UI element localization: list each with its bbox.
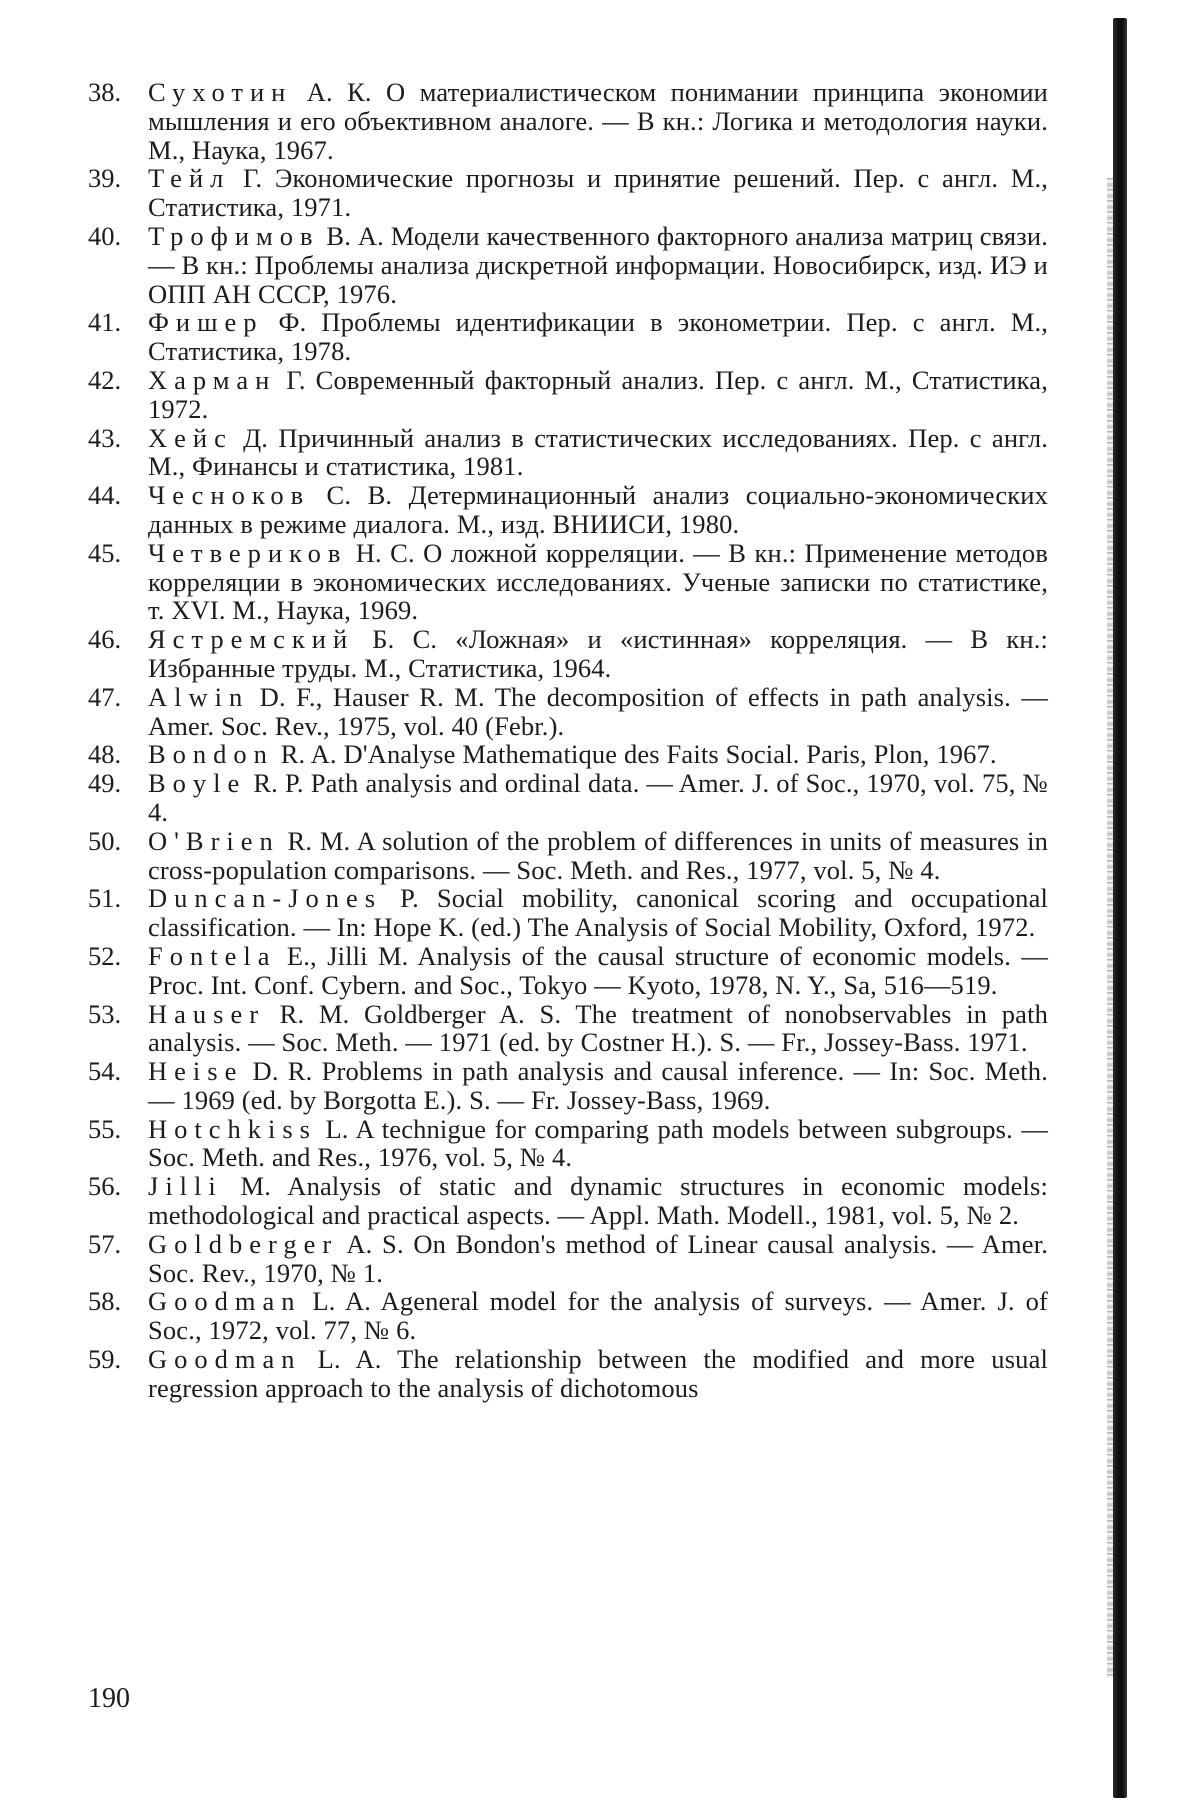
- reference-body: Г. Современный факторный анализ. Пер. с англ. М., Статистика, 1972.: [148, 364, 1048, 424]
- reference-body: А. К. О материалистическом понимании принципа экономии мышления и его объективном аналоге. — В кн.: Логика и методология науки. М., Наука, 1967.: [148, 77, 1048, 165]
- reference-list: [88, 78, 1048, 1403]
- reference-number: 57.: [88, 1228, 122, 1259]
- reference-text: [148, 827, 1048, 885]
- reference-body: Н. С. О ложной корреляции. — В кн.: Применение методов корреляции в экономических исследованиях. Ученые записки по статистике, т. XVI. М., Наука, 1969.: [148, 537, 1048, 626]
- reference-number: 52.: [88, 940, 122, 971]
- reference-author: Четвериков: [148, 537, 348, 568]
- reference-text: [148, 1115, 1048, 1173]
- reference-number: 39.: [88, 163, 122, 194]
- reference-author: Чесноков: [148, 480, 311, 511]
- reference-item: [88, 1057, 1048, 1115]
- reference-text: [148, 884, 1048, 942]
- reference-author: Bondon: [148, 739, 274, 770]
- reference-body: С. В. Детерминационный анализ социально-экономических данных в режиме диалога. М., изд. ВНИИСИ, 1980.: [148, 480, 1048, 539]
- reference-text: [148, 1287, 1048, 1345]
- reference-body: R. A. D'Analyse Mathematique des Faits Social. Paris, Plon, 1967.: [273, 739, 997, 770]
- reference-number: 38.: [88, 77, 122, 107]
- reference-item: [88, 164, 1048, 222]
- reference-text: [148, 1230, 1048, 1288]
- reference-item: [88, 424, 1048, 482]
- reference-item: [88, 481, 1048, 539]
- reference-body: M. Analysis of static and dynamic structures in economic models: methodological and practical aspects. — Appl. Math. Modell., 1981, vol. 5, № 2.: [148, 1171, 1048, 1231]
- reference-author: Hotchkiss: [148, 1113, 317, 1144]
- reference-item: [88, 1287, 1048, 1345]
- reference-number: 54.: [88, 1056, 122, 1087]
- reference-author: Ястремский: [148, 624, 355, 655]
- reference-author: Jilli: [148, 1171, 223, 1202]
- reference-number: 47.: [88, 681, 122, 712]
- reference-text: [148, 740, 1048, 769]
- reference-number: 59.: [88, 1344, 122, 1375]
- reference-text: [148, 539, 1048, 625]
- reference-body: R. P. Path analysis and ordinal data. — Amer. J. of Soc., 1970, vol. 75, № 4.: [148, 768, 1048, 827]
- reference-item: [88, 366, 1048, 424]
- reference-author: Тейл: [148, 163, 231, 194]
- reference-item: [88, 942, 1048, 1000]
- reference-number: 51.: [88, 883, 122, 914]
- reference-author: Хейс: [148, 422, 233, 453]
- reference-number: 43.: [88, 422, 122, 453]
- reference-author: Goldberger: [148, 1228, 339, 1259]
- reference-item: [88, 539, 1048, 625]
- reference-number: 41.: [88, 307, 122, 338]
- page-number: 190: [88, 1683, 130, 1714]
- reference-item: [88, 625, 1048, 683]
- reference-text: [148, 222, 1048, 308]
- reference-number: 53.: [88, 998, 122, 1029]
- reference-number: 56.: [88, 1171, 122, 1202]
- reference-text: [148, 683, 1048, 741]
- reference-number: 58.: [88, 1286, 122, 1317]
- reference-body: Б. С. «Ложная» и «истинная» корреляция. — В кн.: Избранные труды. М., Статистика, 1964.: [148, 624, 1048, 683]
- reference-number: 44.: [88, 480, 122, 511]
- reference-body: L. A technigue for comparing path models between subgroups. — Soc. Meth. and Res., 1976, vol. 5, № 4.: [148, 1113, 1048, 1173]
- reference-number: 46.: [88, 624, 122, 655]
- reference-body: A. S. On Bondon's method of Linear causal analysis. — Amer. Soc. Rev., 1970, № 1.: [148, 1228, 1048, 1288]
- reference-author: Heise: [148, 1056, 244, 1087]
- reference-text: [148, 366, 1048, 424]
- reference-item: [88, 1115, 1048, 1173]
- reference-body: R. M. Goldberger A. S. The treatment of nonobservables in path analysis. — Soc. Meth. — 1971 (ed. by Costner H.). S. — Fr., Jossey-Bass. 1971.: [148, 998, 1048, 1058]
- reference-text: [148, 625, 1048, 683]
- reference-body: E., Jilli M. Analysis of the causal structure of economic models. — Proc. Int. Conf. Cybern. and Soc., Tokyo — Kyoto, 1978, N. Y., Sa, 516—519.: [148, 940, 1048, 1000]
- reference-number: 48.: [88, 739, 122, 770]
- reference-item: [88, 1000, 1048, 1058]
- reference-item: [88, 1230, 1048, 1288]
- reference-body: Д. Причинный анализ в статистических исследованиях. Пер. с англ. М., Финансы и статистика, 1981.: [148, 422, 1048, 482]
- reference-number: 55.: [88, 1113, 122, 1144]
- reference-item: [88, 1172, 1048, 1230]
- reference-author: Hauser: [148, 998, 266, 1029]
- reference-author: Харман: [148, 364, 277, 395]
- reference-number: 42.: [88, 364, 122, 395]
- reference-author: Goodman: [148, 1286, 302, 1317]
- reference-text: [148, 424, 1048, 482]
- reference-body: P. Social mobility, canonical scoring and occupational classification. — In: Hope K. (ed.) The Analysis of Social Mobility, Oxford, 1972.: [148, 883, 1048, 943]
- reference-body: L. A. Ageneral model for the analysis of surveys. — Amer. J. of Soc., 1972, vol. 77, № 6.: [148, 1286, 1048, 1346]
- reference-author: Fontela: [148, 940, 277, 971]
- reference-body: L. A. The relationship between the modified and more usual regression approach to the analysis of dichotomous: [148, 1344, 1048, 1403]
- reference-number: 50.: [88, 825, 122, 856]
- scanned-page-edge: [1113, 18, 1127, 1798]
- reference-text: [148, 1057, 1048, 1115]
- reference-author: Goodman: [148, 1344, 302, 1375]
- reference-item: [88, 769, 1048, 827]
- reference-author: Фишер: [148, 307, 264, 338]
- reference-text: [148, 481, 1048, 539]
- reference-body: R. M. A solution of the problem of differences in units of measures in cross-population comparisons. — Soc. Meth. and Res., 1977, vol. 5, № 4.: [148, 825, 1048, 885]
- reference-number: 49.: [88, 768, 122, 799]
- reference-number: 40.: [88, 220, 122, 251]
- reference-text: [148, 1345, 1048, 1403]
- reference-text: [148, 308, 1048, 366]
- reference-author: Duncan-Jones: [148, 883, 383, 914]
- reference-body: D. R. Problems in path analysis and causal inference. — In: Soc. Meth. — 1969 (ed. by Borgotta E.). S. — Fr. Jossey-Bass, 1969.: [148, 1056, 1048, 1115]
- reference-body: Г. Экономические прогнозы и принятие решений. Пер. с англ. М., Статистика, 1971.: [148, 163, 1048, 223]
- reference-text: [148, 1000, 1048, 1058]
- reference-item: [88, 1345, 1048, 1403]
- reference-body: В. А. Модели качественного факторного анализа матриц связи. — В кн.: Проблемы анализа дискретной информации. Новосибирск, изд. ИЭ и ОПП АН СССР, 1976.: [148, 220, 1048, 309]
- reference-item: [88, 884, 1048, 942]
- reference-text: [148, 1172, 1048, 1230]
- reference-text: [148, 769, 1048, 827]
- reference-body: D. F., Hauser R. M. The decomposition of effects in path analysis. — Amer. Soc. Rev., 1975, vol. 40 (Febr.).: [148, 681, 1048, 741]
- reference-text: [148, 942, 1048, 1000]
- reference-item: [88, 827, 1048, 885]
- reference-author: O'Brien: [148, 825, 280, 856]
- reference-author: Alwin: [148, 681, 250, 712]
- reference-item: [88, 308, 1048, 366]
- reference-item: [88, 222, 1048, 308]
- reference-author: Boyle: [148, 768, 247, 799]
- reference-item: [88, 78, 1048, 164]
- reference-number: 45.: [88, 537, 122, 568]
- reference-author: Трофимов: [148, 220, 320, 251]
- reference-body: Ф. Проблемы идентификации в эконометрии. Пер. с англ. М., Статистика, 1978.: [148, 307, 1048, 367]
- reference-text: [148, 78, 1048, 164]
- reference-text: [148, 164, 1048, 222]
- reference-item: [88, 683, 1048, 741]
- reference-author: Сухотин: [148, 77, 293, 107]
- reference-item: [88, 740, 1048, 769]
